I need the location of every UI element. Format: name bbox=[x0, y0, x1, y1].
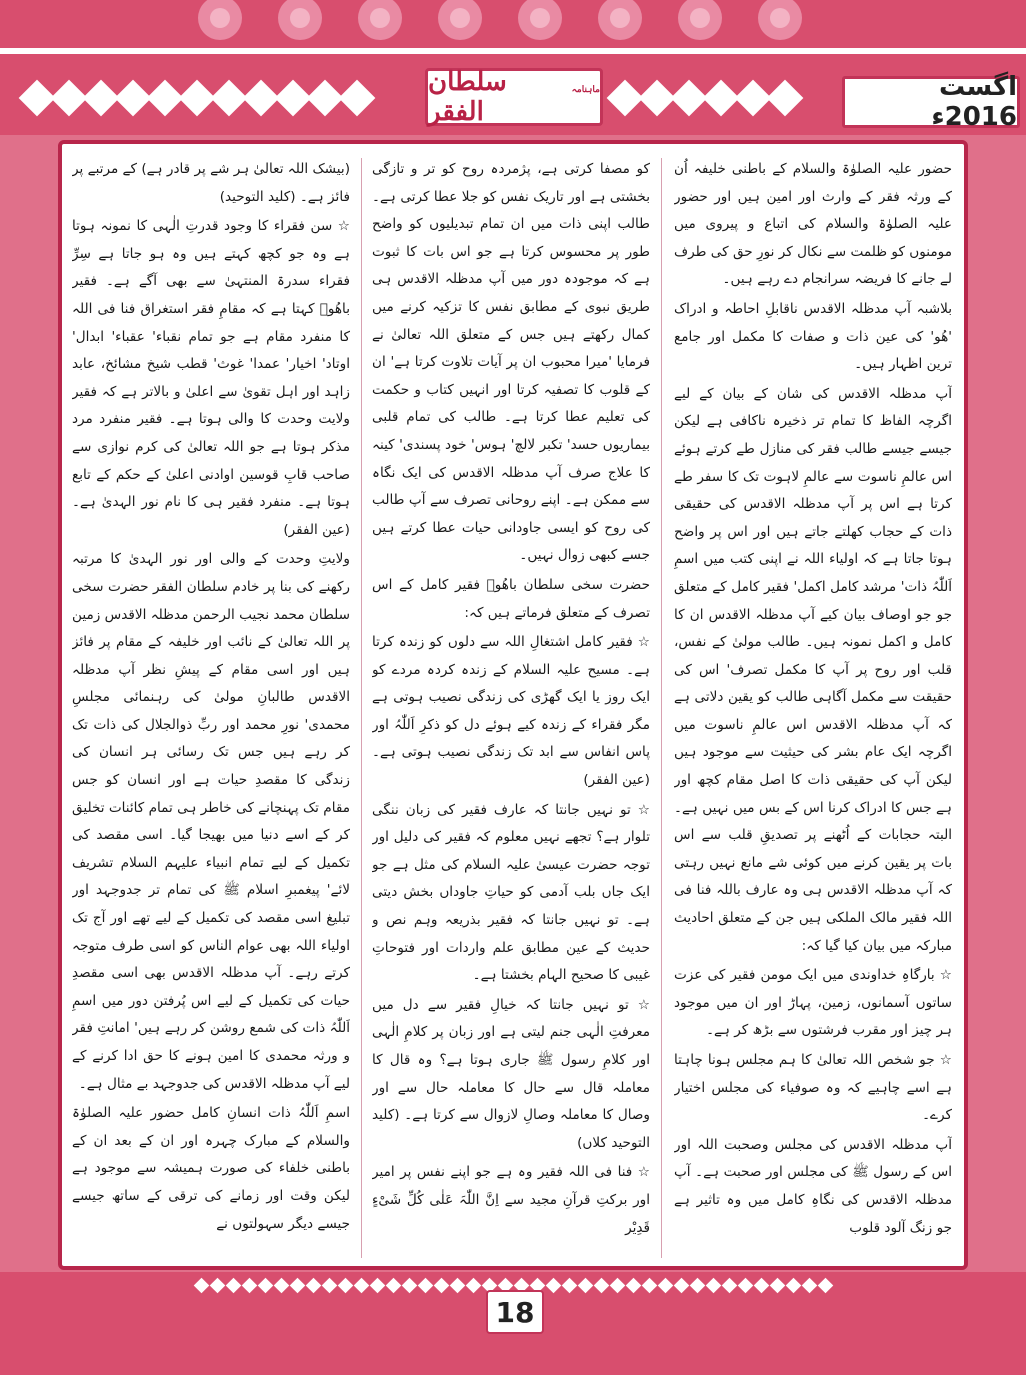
diamond-icon bbox=[193, 1278, 209, 1294]
column-middle bbox=[372, 156, 650, 1256]
header-diamonds-left bbox=[24, 78, 370, 118]
diamond-icon bbox=[433, 1278, 449, 1294]
article-body bbox=[58, 140, 968, 1270]
diamond-icon bbox=[225, 1278, 241, 1294]
paragraph: بلاشبہ آپ مدظلہ الاقدس ناقابلِ احاطہ و ادراک 'ھُو' کی عین ذات و صفات کا مکمل اور جامع ترین اظہار ہیں۔ bbox=[674, 300, 952, 373]
diamond-icon bbox=[561, 1278, 577, 1294]
column-right bbox=[674, 156, 952, 1256]
paragraph: ☆ فقیر کامل اشتغالِ اللہ سے دلوں کو زندہ کرتا ہے۔ مسیح علیہ السلام کے زندہ کردہ مردے کو ایک روز یا ایک گھڑی کی زندگی نصیب ہوتی ہے مگر فقراء کے زندہ کیے ہوئے دل کو ذکرِ اَللّٰہُ اور پاس انفاس سے ابد تک زندگی نصیب ہوتی ہے۔ (عین الفقر) bbox=[372, 634, 650, 789]
paragraph: حضرت سخی سلطان باھُوؒ فقیر کامل کے اس تصرف کے متعلق فرماتے ہیں کہ: bbox=[372, 576, 650, 621]
diamond-icon bbox=[593, 1278, 609, 1294]
diamond-icon bbox=[449, 1278, 465, 1294]
diamond-icon bbox=[337, 1278, 353, 1294]
diamond-icon bbox=[705, 1278, 721, 1294]
diamond-icon bbox=[545, 1278, 561, 1294]
diamond-icon bbox=[801, 1278, 817, 1294]
diamond-icon bbox=[273, 1278, 289, 1294]
paragraph: حضور علیہ الصلوٰۃ والسلام کے باطنی خلیفہ اُن کے ورثہ فقر کے وارث اور امین ہیں اور حضور علیہ الصلوٰۃ والسلام کی اتباع و پیروی میں مومنوں کو ظلمت سے نکال کر نورِ حق کی طرف لے جانے کا فریضہ سرانجام دے رہے ہیں۔ bbox=[674, 161, 952, 288]
paragraph: ☆ جو شخص اللہ تعالیٰ کا ہم مجلس ہونا چاہتا ہے اسے چاہیے کہ وہ صوفیاء کی مجلس اختیار کرے۔ bbox=[674, 1052, 952, 1124]
side-margin-left bbox=[0, 135, 58, 1275]
column-left bbox=[72, 156, 350, 1256]
paragraph: آپ مدظلہ الاقدس کی شان کے بیان کے لیے اگرچہ الفاظ کا تمام تر ذخیرہ ناکافی ہے لیکن جیسے جیسے طالب فقر کی منازل طے کرتے ہوئے اس عالمِ ناسوت سے عالمِ لاہوت تک کا سفر طے کرتا ہے اس پر آپ مدظلہ الاقدس کی حقیقی ذات کے حجاب کھلتے جاتے ہیں اور اس پر واضح ہوتا جاتا ہے کہ اولیاء اللہ نے اپنی کتب میں اسمِ اَللّٰہُ ذات' مرشد کامل اکمل' فقیر کامل کے متعلق جو جو اوصاف بیان کیے آپ مدظلہ الاقدس ان کا کامل و اکمل نمونہ ہیں۔ طالب مولیٰ کے نفس، قلب اور روح پر آپ کا مکمل تصرف' اس کی حقیقت سے مکمل آگاہی طالب کو یقین دلاتی ہے کہ آپ مدظلہ الاقدس اس عالمِ ناسوت میں اگرچہ ایک عام بشر کی حیثیت سے موجود ہیں لیکن آپ کی حقیقی ذات کا اصل مقام کچھ اور ہے جس کا ادراک کرنا اس کے بس میں نہیں ہے۔ البتہ حجابات کے اُٹھنے پر تصدیقِ قلب سے اس بات پر یقین کرنے میں کوئی شے مانع نہیں رہتی کہ آپ مدظلہ الاقدس ہی وہ عارف باللہ فنا فی اللہ فقیر مالک الملکی ہیں جن کے متعلق احادیث مبارکہ میں بیان کیا گیا کہ: bbox=[674, 385, 952, 954]
page-number: 18 bbox=[486, 1290, 544, 1334]
diamond-icon bbox=[417, 1278, 433, 1294]
diamond-icon bbox=[657, 1278, 673, 1294]
top-band bbox=[0, 0, 1026, 135]
side-margin-right bbox=[968, 135, 1026, 1275]
diamond-icon bbox=[401, 1278, 417, 1294]
paragraph: (بیشک اللہ تعالیٰ ہر شے پر قادر ہے) کے مرتبے پر فائز ہے۔ (کلید التوحید) bbox=[72, 161, 350, 205]
diamond-icon bbox=[321, 1278, 337, 1294]
column-divider bbox=[361, 158, 362, 1258]
diamond-icon bbox=[609, 1278, 625, 1294]
paragraph: ☆ بارگاہِ خداوندی میں ایک مومن فقیر کی عزت ساتوں آسمانوں، زمین، پہاڑ اور ان میں موجود ہر چیز اور مقرب فرشتوں سے بڑھ کر ہے۔ bbox=[674, 967, 952, 1039]
diamond-icon bbox=[625, 1278, 641, 1294]
diamond-icon bbox=[353, 1278, 369, 1294]
diamond-icon bbox=[641, 1278, 657, 1294]
diamond-icon bbox=[339, 80, 376, 117]
diamond-icon bbox=[767, 80, 804, 117]
diamond-icon bbox=[209, 1278, 225, 1294]
paragraph: ☆ تو نہیں جانتا کہ خیالِ فقیر سے دل میں معرفتِ الٰہی جنم لیتی ہے اور زبان پر کلامِ الٰہی اور کلامِ رسول ﷺ جاری ہوتا ہے؟ وہ قال کا معاملہ قال سے حال کا معاملہ حال سے اور وصال کا معاملہ وصالِ لازوال سے کرتا ہے۔ (کلید التوحید کلاں) bbox=[372, 996, 650, 1151]
diamond-icon bbox=[385, 1278, 401, 1294]
paragraph: اسمِ اَللّٰہُ ذات انسانِ کامل حضور علیہ الصلوٰۃ والسلام کے مبارک چہرہ اور ان کے بعد ان کے باطنی خلفاء کی صورت ہمیشہ سے موجود ہے لیکن وقت اور زمانے کی ترقی کے ساتھ جیسے جیسے دیگر سہولتوں نے bbox=[72, 1105, 350, 1232]
paragraph: ولایتِ وحدت کے والی اور نور الہدیٰ کا مرتبہ رکھنے کی بنا پر خادم سلطان الفقر حضرت سخی سلطان محمد نجیب الرحمن مدظلہ الاقدس زمین پر اللہ تعالیٰ کے نائب اور خلیفہ کے مقام پر فائز ہیں اور اسی مقام کے پیشِ نظر آپ مدظلہ الاقدس طالبانِ مولیٰ کی رہنمائی مجلسِ محمدی' نورِ محمد اور ربِّ ذوالجلال کی ذات تک کر رہے ہیں جس تک رسائی ہر انسان کی زندگی کا مقصدِ حیات ہے اور انسان کو جس مقام تک پہنچانے کی خاطر ہی تمام کائنات تخلیق کر کے اسے دنیا میں بھیجا گیا۔ اسی مقصد کی تکمیل کے لیے تمام انبیاء علیہم السلام تشریف لائے' پیغمبرِ اسلام ﷺ کی تمام تر جدوجہد اور تبلیغ اسی مقصد کی تکمیل کے لیے تھے اور آج تک اولیاء اللہ بھی عوام الناس کو اسی طرف متوجہ کرتے رہے۔ آپ مدظلہ الاقدس بھی اسی مقصدِ حیات کی تکمیل کے لیے اس پُرفتن دور میں اسمِ اَللّٰہُ ذات کی شمع روشن کر رہے ہیں' امانتِ فقر و ورثہ محمدی کا امین ہونے کا حق ادا کرنے کے لیے آپ مدظلہ الاقدس کی جدوجہد بے مثال ہے۔ bbox=[72, 551, 350, 1092]
diamond-icon bbox=[577, 1278, 593, 1294]
logo-prefix: ماہنامہ bbox=[571, 85, 600, 95]
diamond-icon bbox=[817, 1278, 833, 1294]
diamond-icon bbox=[289, 1278, 305, 1294]
column-divider bbox=[661, 158, 662, 1258]
diamond-icon bbox=[465, 1278, 481, 1294]
paragraph: آپ مدظلہ الاقدس کی مجلس وصحبت اللہ اور اس کے رسول ﷺ کی مجلس اور صحبت ہے۔ آپ مدظلہ الاقدس کی نگاہِ کامل میں وہ تاثیر ہے جو زنگ آلود قلوب bbox=[674, 1136, 952, 1236]
diamond-icon bbox=[769, 1278, 785, 1294]
issue-date: اگست 2016ء bbox=[842, 76, 1020, 128]
diamond-icon bbox=[689, 1278, 705, 1294]
paragraph: ☆ تو نہیں جانتا کہ عارف فقیر کی زبان ننگی تلوار ہے؟ تجھے نہیں معلوم کہ فقیر کی دلیل اور توجہ حضرت عیسیٰ علیہ السلام کی مثل ہے جو ایک جاں بلب آدمی کو حیاتِ جاوداں بخش دیتی ہے۔ تو نہیں جانتا کہ فقیر بذریعہ وہم نص و حدیث کے عین مطابق علم واردات اور فتوحاتِ غیبی کا صحیح الہام بخشتا ہے۔ bbox=[372, 801, 650, 984]
diamond-icon bbox=[257, 1278, 273, 1294]
logo-name: سلطان الفقر bbox=[428, 67, 507, 127]
paragraph: ☆ فنا فی اللہ فقیر وہ ہے جو اپنے نفس پر امیر اور برکتِ قرآنِ مجید سے اِنَّ اللّٰہَ عَلٰی کُلِّ شَیْءٍ قَدِیْر bbox=[372, 1164, 650, 1236]
diamond-icon bbox=[721, 1278, 737, 1294]
diamond-icon bbox=[305, 1278, 321, 1294]
diamond-icon bbox=[753, 1278, 769, 1294]
diamond-icon bbox=[673, 1278, 689, 1294]
diamond-icon bbox=[369, 1278, 385, 1294]
flower-pattern bbox=[0, 0, 1026, 60]
diamond-icon bbox=[785, 1278, 801, 1294]
header-diamonds-right bbox=[612, 78, 798, 118]
paragraph: کو مصفا کرتی ہے، پژمردہ روح کو تر و تازگی بخشتی ہے اور تاریک نفس کو جلا عطا کرتی ہے۔ طالب اپنی ذات میں ان تمام تبدیلیوں کو واضح طور پر محسوس کرتا ہے جو اس بات کا ثبوت ہے کہ موجودہ دور میں آپ مدظلہ الاقدس ہی طریق نبوی کے مطابق نفس کا تزکیہ کرنے میں کمال رکھتے ہیں جس کے متعلق اللہ تعالیٰ نے فرمایا 'میرا محبوب ان پر آیات تلاوت کرتا ہے' ان کے قلوب کا تصفیہ کرتا اور انہیں کتاب و حکمت کی تعلیم عطا کرتا ہے۔ طالب کی تمام قلبی بیماریوں حسد' تکبر لالچ' ہوس' خود پسندی' کینہ کا علاج صرف آپ مدظلہ الاقدس کی ایک نگاہ سے ممکن ہے۔ اپنے روحانی تصرف سے آپ طالب کی روح کو ایسی جاودانی حیات عطا کرتے ہیں جسے کبھی زوال نہیں۔ bbox=[372, 161, 650, 564]
paragraph: ☆ سن فقراء کا وجود قدرتِ الٰہی کا نمونہ ہوتا ہے وہ جو کچھ کہتے ہیں وہ ہو جاتا ہے سِرِّ فقراء سدرۃ المنتہیٰ سے بھی آگے ہے۔ فقیر باھُوؒ کہتا ہے کہ مقامِ فقر استغراق فنا فی اللہ کا منفرد مقام ہے جو تمام نقباء' عقباء' ابدال' اوتاد' اخیار' عمدا' غوث' قطب شیخ مشائخ، عابد زاہد اور اہل تقویٰ سے اعلیٰ و بالاتر ہے کہ فقیر ولایت وحدت کا والی ہوتا ہے۔ فقیر منفرد مرد مذکر ہوتا ہے جو اللہ تعالیٰ کی کرم نوازی سے صاحب قابِ قوسین اوادنی اعلیٰ کے حکم کے تابع ہوتا ہے۔ منفرد فقیر ہی کا نام نور الہدیٰ ہے۔ (عین الفقر) bbox=[72, 218, 350, 538]
diamond-icon bbox=[241, 1278, 257, 1294]
diamond-icon bbox=[737, 1278, 753, 1294]
magazine-logo bbox=[425, 68, 603, 126]
